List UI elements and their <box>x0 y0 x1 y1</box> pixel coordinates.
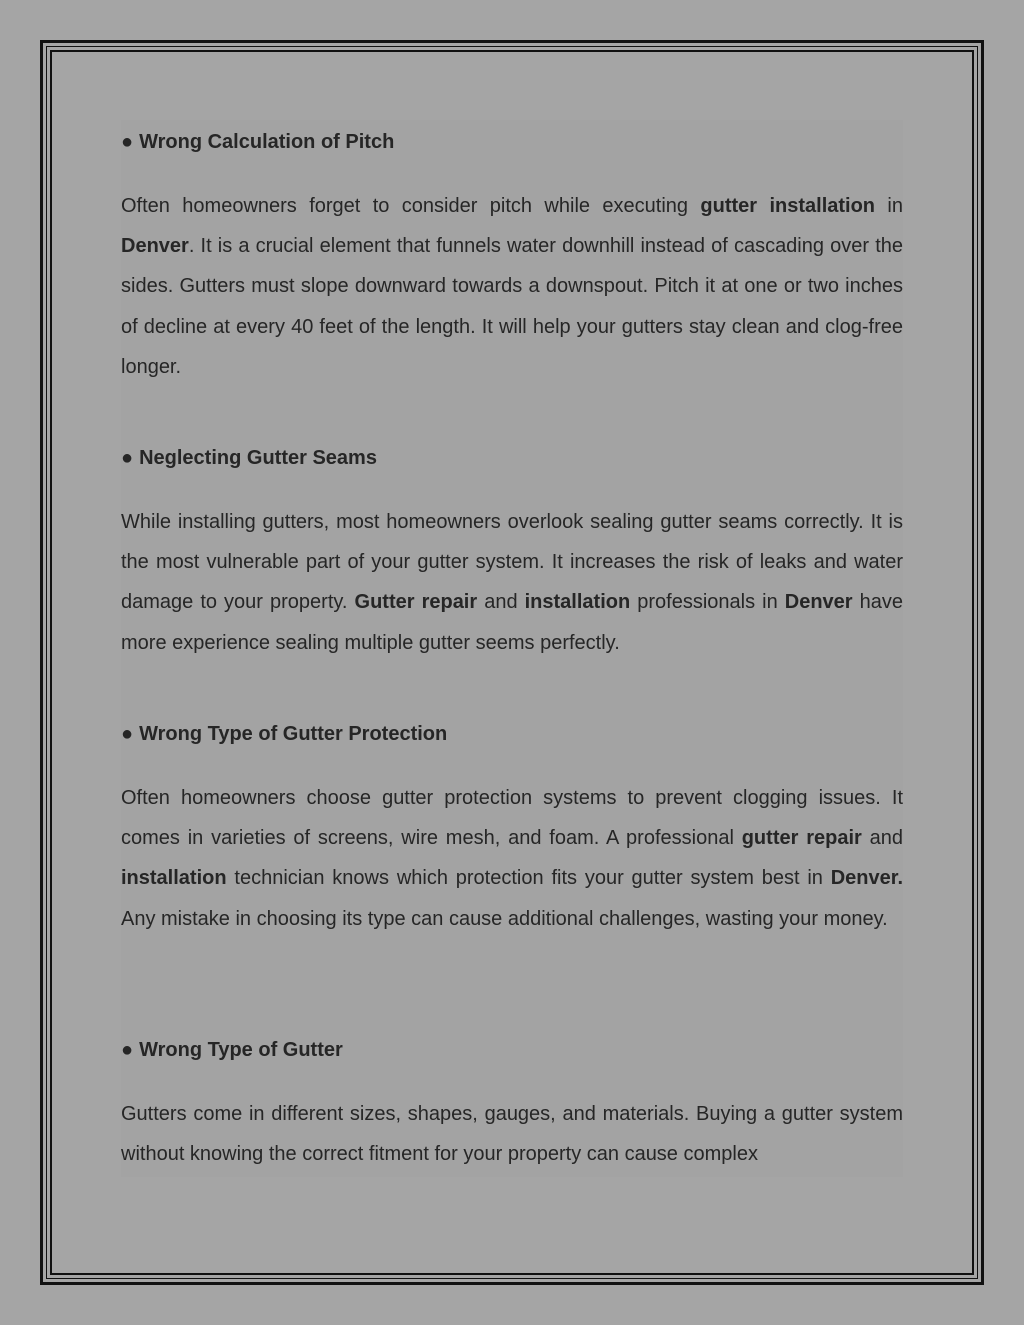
bold-text-run: gutter installation <box>700 195 876 217</box>
text-run: Any mistake in choosing its type can cause additional challenges, wasting your money. <box>121 907 888 930</box>
text-run: professionals in <box>630 591 785 614</box>
section-heading-text: Neglecting Gutter Seams <box>139 447 377 469</box>
bullet-icon: ● <box>121 1039 134 1061</box>
section-heading-text: Wrong Calculation of Pitch <box>139 131 395 153</box>
section-paragraph <box>121 778 903 939</box>
bold-text-run: Denver <box>121 235 189 258</box>
bullet-icon: ● <box>121 131 134 153</box>
section-paragraph <box>121 502 903 663</box>
section-wrong-type-of-gutter-protection <box>121 722 903 939</box>
text-run: While installing gutters, most homeowners overlook sealing gutter seams correctly. It is the most vulnerable part of your gutter system. It increases the risk of leaks and water damage to your property. <box>121 511 903 614</box>
bold-text-run: Denver <box>784 591 853 614</box>
bullet-icon: ● <box>121 447 134 469</box>
text-run: Often homeowners forget to consider pitch while executing <box>121 195 701 217</box>
text-run: Often homeowners choose gutter protection systems to prevent clogging issues. It comes in varieties of screens, wire mesh, and foam. A professional <box>121 787 903 850</box>
section-paragraph <box>121 186 903 387</box>
text-run: in <box>875 195 903 217</box>
text-run: technician knows which protection fits your gutter system best in <box>226 867 831 890</box>
section-neglecting-gutter-seams <box>121 446 903 663</box>
document-body <box>121 120 903 1177</box>
section-paragraph <box>121 1094 903 1174</box>
section-heading <box>121 722 903 746</box>
section-heading <box>121 1038 903 1062</box>
section-wrong-type-of-gutter <box>121 1038 903 1174</box>
section-heading-text: Wrong Type of Gutter Protection <box>139 723 448 745</box>
section-heading <box>121 130 903 154</box>
bold-text-run: Gutter repair <box>354 591 478 614</box>
bold-text-run: gutter repair <box>741 827 862 850</box>
text-run: Gutters come in different sizes, shapes, gauges, and materials. Buying a gutter system without knowing the correct fitment for your property can cause complex <box>121 1103 903 1166</box>
bold-text-run: installation <box>524 591 631 614</box>
text-run: and <box>861 827 903 850</box>
bold-text-run: installation <box>121 867 227 890</box>
section-heading <box>121 446 903 470</box>
text-run: . It is a crucial element that funnels water downhill instead of cascading over the sides. Gutters must slope downward towards a downspout. Pitch it at one or two inches of decline at every 40 feet of the length. It will help your gutters stay clean and clog-free longer. <box>121 235 903 378</box>
text-run: and <box>477 591 525 614</box>
section-wrong-calculation-of-pitch <box>121 130 903 387</box>
text-run: have more experience sealing multiple gutter seems perfectly. <box>121 591 903 654</box>
section-heading-text: Wrong Type of Gutter <box>139 1039 343 1061</box>
bullet-icon: ● <box>121 723 134 745</box>
bold-text-run: Denver. <box>830 867 903 890</box>
